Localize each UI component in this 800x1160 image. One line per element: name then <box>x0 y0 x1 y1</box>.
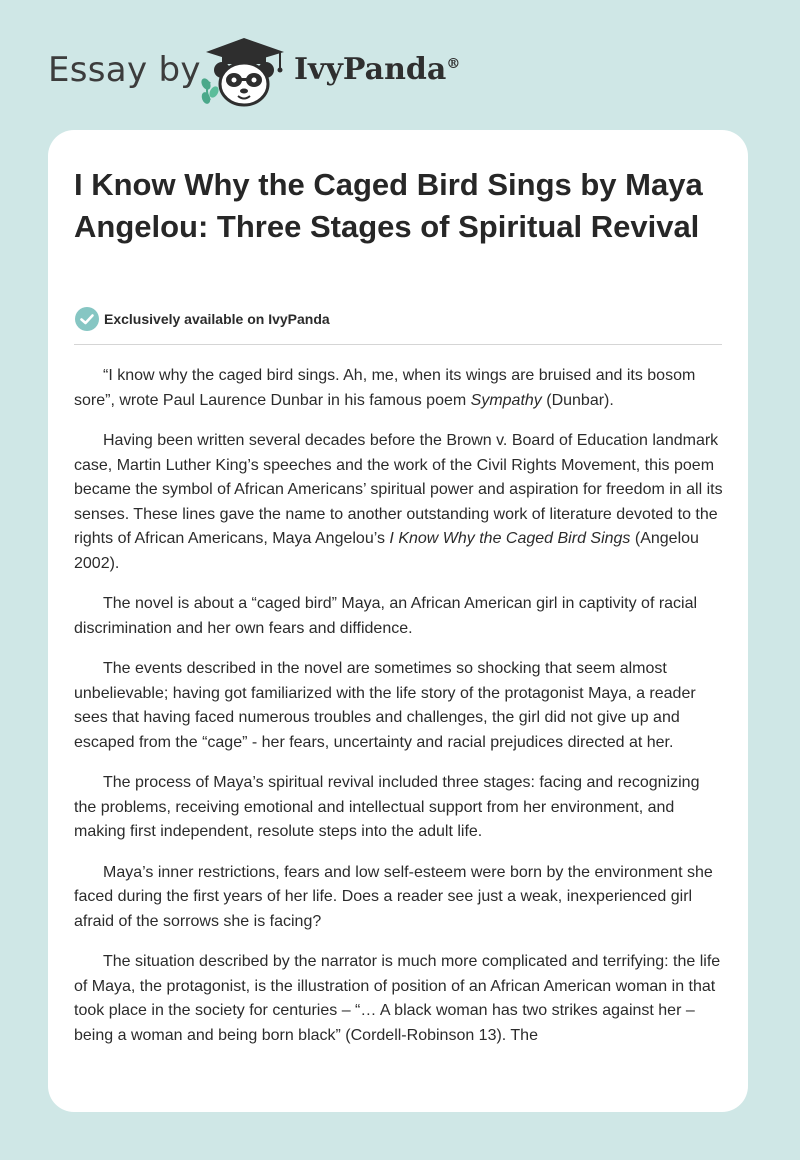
exclusive-label: Exclusively available on IvyPanda <box>104 311 330 327</box>
check-circle-icon <box>74 306 100 332</box>
exclusive-badge <box>74 306 330 332</box>
paragraph-2 <box>74 429 724 576</box>
brand-name[interactable] <box>294 52 460 87</box>
essay-card <box>48 130 748 1112</box>
paragraph-5: The process of Maya’s spiritual revival included three stages: facing and recognizing the problems, receiving emotional and intellectual support from her environment, and making first independent, resolute steps into the adult life. <box>74 774 700 840</box>
registered-mark: ® <box>446 56 461 72</box>
divider <box>74 344 722 345</box>
paragraph-6: Maya’s inner restrictions, fears and low self-esteem were born by the environment she faced during the first years of her life. Does a reader see just a weak, inexperienced girl afraid of the sorrows she is facing? <box>74 863 713 930</box>
paragraph-text: Having been written several decades before the Brown v. Board of Education landmark case, Martin Luther King’s speeches and the work of the Civil Rights Movement, this poem became the symbol of African Americans’ spiritual power and aspiration for freedom in all its senses. These lines gave the name to another outstanding work of literature devoted to the rights of African Americans, Maya Angelou’s <box>74 432 723 547</box>
paragraph-4: The events described in the novel are sometimes so shocking that seem almost unbelievable; having got familiarized with the life story of the protagonist Maya, a reader sees that having faced numerous troubles and challenges, the girl did not give up and escaped from the “cage” - her fears, uncertainty and racial prejudices directed at her. <box>74 660 696 751</box>
paragraph-text: (Angelou 2002). <box>74 530 699 572</box>
paragraph-text: (Dunbar). <box>541 391 614 409</box>
site-header <box>0 0 800 130</box>
paragraph-3: The novel is about a “caged bird” Maya, an African American girl in captivity of racial discrimination and her own fears and diffidence. <box>74 595 698 637</box>
brand-text: IvyPanda <box>294 52 447 87</box>
paragraph-text: “I know why the caged bird sings. Ah, me, when its wings are bruised and its bosom sore”, wrote Paul Laurence Dunbar in his famous poem <box>74 367 696 409</box>
book-title: I Know Why the Caged Bird Sings <box>389 530 631 547</box>
paragraph-1 <box>74 364 724 413</box>
ivypanda-logo-icon[interactable] <box>200 34 290 108</box>
essay-title: I Know Why the Caged Bird Sings by Maya Angelou: Three Stages of Spiritual Revival <box>74 167 703 244</box>
paragraph-7: The situation described by the narrator is much more complicated and terrifying: the life of Maya, the protagonist, is the illustration of position of an African American woman in that took place in the society for centuries – “… A black woman has two strikes against her – being a woman and being born black” (Cordell-Robinson 13). The <box>74 953 721 1044</box>
essay-by-label: Essay by <box>48 50 201 90</box>
essay-body <box>74 364 724 1064</box>
poem-title: Sympathy <box>470 391 542 409</box>
